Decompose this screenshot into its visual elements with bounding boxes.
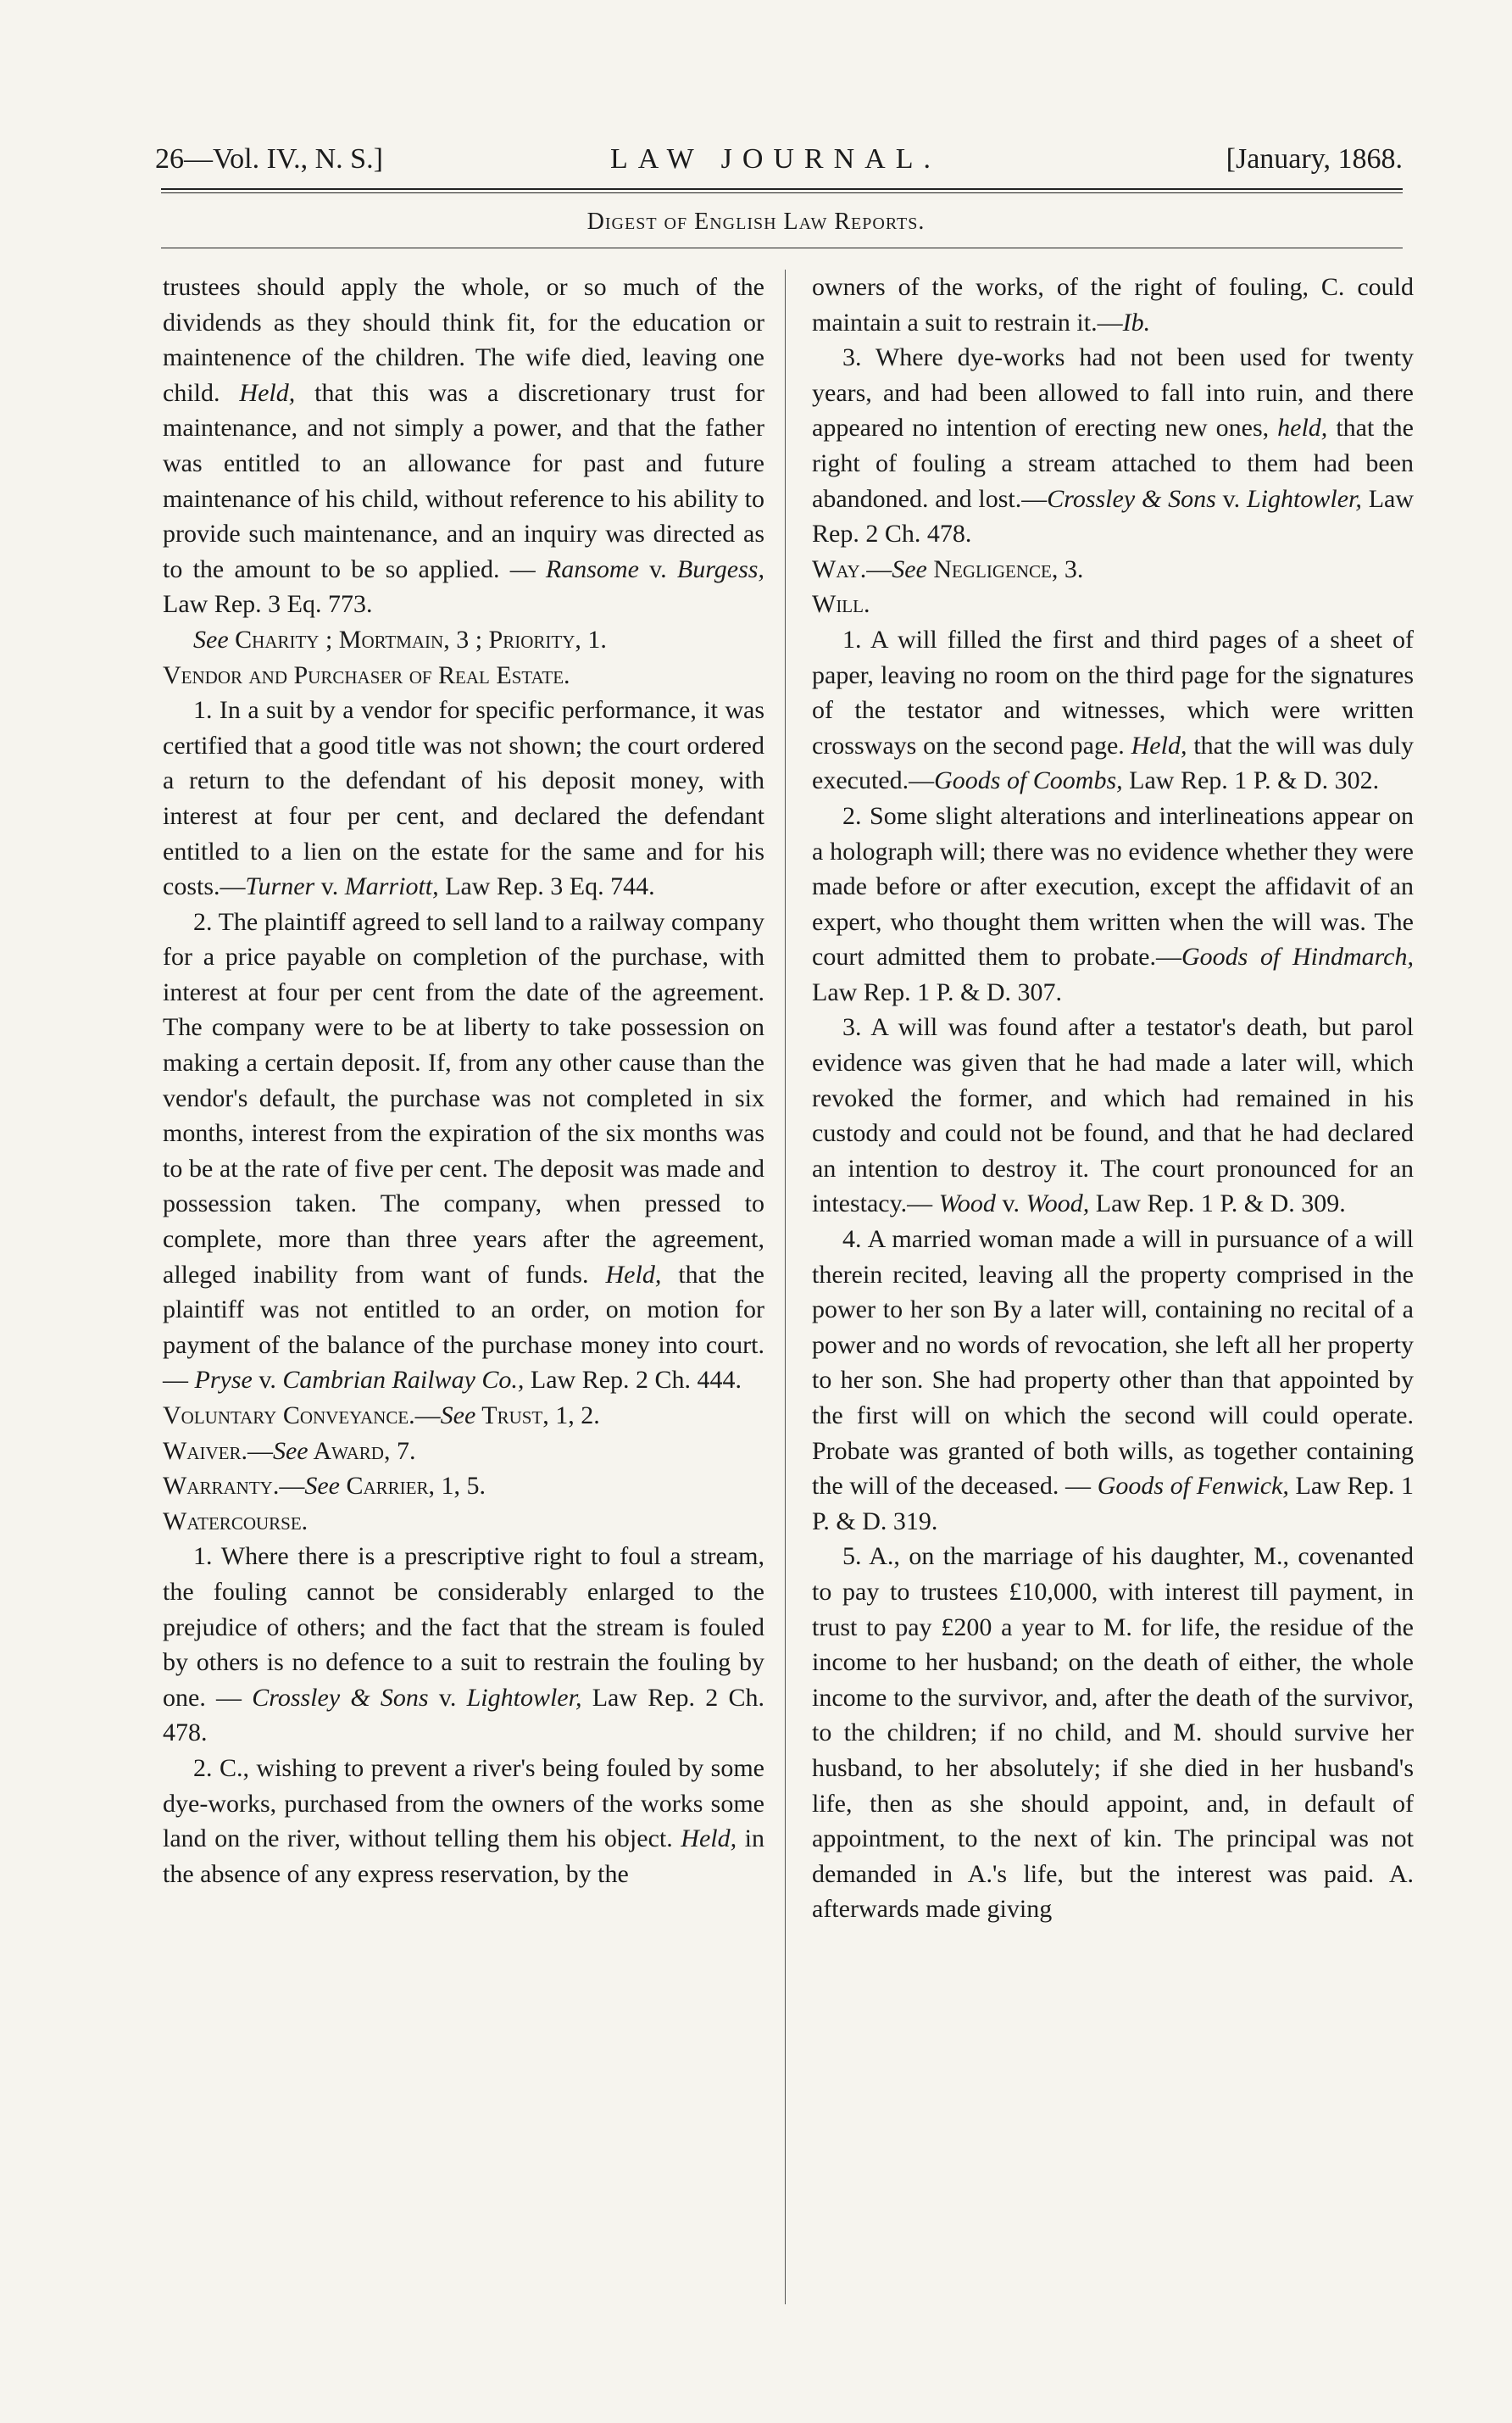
- case-name: Lightowler,: [1247, 484, 1362, 513]
- case-name: Turner: [245, 872, 315, 901]
- case-name: Ransome: [545, 554, 639, 583]
- citation: Law Rep. 2 Ch. 478.: [163, 1683, 764, 1747]
- paragraph-trust-maintenance: trustees should apply the whole, or so much of the dividends as they should think fit, for the education or maintenence of the children. The wife died, leaving one child. Held, that this was a discretionary trust for maintenance, and not simply a power, and that the father was entitled to an allowance for past and future maintenance of his child, without reference to his ability to provide such maintenance, and an inquiry was directed as to the amount to be so applied. — Ransome v. Burgess, Law Rep. 3 Eq. 773.: [163, 273, 764, 619]
- entry-voluntary-conveyance: Voluntary Conveyance.—See Trust, 1, 2.: [163, 1401, 600, 1429]
- paragraph-will-5: 5. A., on the marriage of his daughter, M., covenanted to pay to trustees £10,000, with interest till payment, in trust to pay £200 a year to M. for life, the residue of the income to her husband; on the death of either, the whole income to the survivor, and, after the death of the survivor, to the children; if no child, and M. should survive her husband, to her absolutely; if she died in her husband's life, then as she should appoint, and, in default of appointment, to the next of kin. The principal was not demanded in A.'s life, but the interest was paid. A. afterwards made giving: [812, 1542, 1414, 1924]
- paragraph-will-1: 1. A will filled the first and third pages of a sheet of paper, leaving no room on the third page for the signatures of the testator and witnesses, which were written crossways on the second page. Held, that the will was duly executed.—Goods of Coombs, Law Rep. 1 P. & D. 302.: [812, 625, 1414, 795]
- paragraph-watercourse-1: 1. Where there is a prescriptive right to foul a stream, the fouling cannot be considerably enlarged to the prejudice of others; and the fact that the stream is fouled by others is no defence to a suit to restrain the fouling by one. — Crossley & Sons v. Lightowler, Law Rep. 2 Ch. 478.: [163, 1542, 764, 1747]
- heading-vendor-purchaser: Vendor and Purchaser of Real Estate.: [163, 660, 570, 689]
- citation: Law Rep. 2 Ch. 444.: [524, 1366, 742, 1395]
- case-name: Wood,: [1026, 1189, 1090, 1218]
- case-name: Burgess,: [676, 554, 764, 583]
- case-name: Wood: [938, 1189, 996, 1218]
- paragraph-watercourse-3: 3. Where dye-works had not been used for twenty years, and had been allowed to fall into ruin, and there appeared no intention of erecting new ones, held, that the right of fouling a stream attached to them had been abandoned. and lost.—Crossley & Sons v. Lightowler, Law Rep. 2 Ch. 478.: [812, 343, 1414, 549]
- header-rule-thin: [161, 192, 1403, 193]
- citation: Law Rep. 1 P. & D. 319.: [812, 1472, 1414, 1535]
- citation: Law Rep. 2 Ch. 478.: [812, 484, 1414, 549]
- paragraph-watercourse-2: 2. C., wishing to prevent a river's being fouled by some dye-works, purchased from the owners of the works some land on the river, without telling them his object. Held, in the absence of any express reservation, by the: [163, 1753, 764, 1888]
- issue-date: [January, 1868.: [1226, 143, 1403, 175]
- citation: Law Rep. 3 Eq. 773.: [163, 590, 373, 619]
- citation: Law Rep. 1 P. & D. 302.: [1122, 766, 1380, 795]
- case-name: Lightowler,: [466, 1683, 582, 1712]
- paragraph-will-2: 2. Some slight alterations and interlineations appear on a holograph will; there was no evidence whether they were made before or after execution, except the affidavit of an expert, who thought them written when the will was. The court admitted them to probate.—Goods of Hindmarch, Law Rep. 1 P. & D. 307.: [812, 801, 1414, 1006]
- running-header: [148, 138, 1403, 181]
- case-name: Goods of Hindmarch,: [1181, 943, 1414, 972]
- column-divider: [785, 270, 786, 2304]
- cross-reference: See Charity ; Mortmain, 3 ; Priority, 1.: [193, 625, 607, 654]
- case-name: Goods of Fenwick,: [1097, 1472, 1289, 1501]
- heading-will: Will.: [812, 590, 870, 619]
- header-rule: [161, 188, 1403, 190]
- case-name: Crossley & Sons: [1047, 484, 1216, 513]
- left-column: [163, 270, 764, 1891]
- entry-warranty: Warranty.—See Carrier, 1, 5.: [163, 1472, 486, 1501]
- citation: Law Rep. 3 Eq. 744.: [438, 872, 655, 901]
- entry-waiver: Waiver.—See Award, 7.: [163, 1436, 416, 1465]
- case-name: Marriott,: [344, 872, 439, 901]
- page-number-volume: 26—Vol. IV., N. S.]: [155, 143, 383, 175]
- citation: Law Rep. 1 P. & D. 309.: [1089, 1189, 1346, 1218]
- paragraph-vendor-1: 1. In a suit by a vendor for specific performance, it was certified that a good title was not shown; the court ordered a return to the defendant of his deposit money, with interest at four per cent, and declared the defendant entitled to a lien on the estate for the same and for his costs.—Turner v. Marriott, Law Rep. 3 Eq. 744.: [163, 696, 764, 901]
- paragraph-will-3: 3. A will was found after a testator's death, but parol evidence was given that he had made a later will, which revoked the former, and which had remained in his custody and could not be found, and that he had declared an intention to destroy it. The court pronounced for an intestacy.— Wood v. Wood, Law Rep. 1 P. & D. 309.: [812, 1013, 1414, 1218]
- right-column: [812, 270, 1414, 1927]
- case-name: Cambrian Railway Co.,: [282, 1366, 525, 1395]
- case-name: Crossley & Sons: [252, 1683, 429, 1712]
- heading-watercourse: Watercourse.: [163, 1507, 309, 1535]
- journal-title: LAW JOURNAL.: [610, 143, 941, 175]
- paragraph-watercourse-2-cont: owners of the works, of the right of fouling, C. could maintain a suit to restrain it.—Ib.: [812, 273, 1414, 337]
- section-heading: Digest of English Law Reports.: [586, 209, 926, 235]
- case-name: Goods of Coombs,: [934, 766, 1123, 795]
- entry-way: Way.—See Negligence, 3.: [812, 554, 1084, 583]
- paragraph-vendor-2: 2. The plaintiff agreed to sell land to a railway company for a price payable on completion of the purchase, with interest at four per cent from the date of the agreement. The company were to be at liberty to take possession on making a certain deposit. If, from any other cause than the vendor's default, the purchase was not completed in six months, interest from the expiration of the six months was to be at the rate of five per cent. The deposit was made and possession taken. The company, when pressed to complete, more than three years after the agreement, alleged inability from want of funds. Held, that the plaintiff was not entitled to an order, on motion for payment of the balance of the purchase money into court.— Pryse v. Cambrian Railway Co., Law Rep. 2 Ch. 444.: [163, 907, 764, 1395]
- citation: Law Rep. 1 P. & D. 307.: [812, 978, 1062, 1006]
- paragraph-will-4: 4. A married woman made a will in pursuance of a will therein recited, leaving all the property comprised in the power to her son By a later will, containing no recital of a power and no words of revocation, she left all her property to her son. She had property other than that appointed by the first will on which the second will could operate. Probate was granted of both wills, as together containing the will of the deceased. — Goods of Fenwick, Law Rep. 1 P. & D. 319.: [812, 1225, 1414, 1535]
- case-name: Pryse: [194, 1366, 253, 1395]
